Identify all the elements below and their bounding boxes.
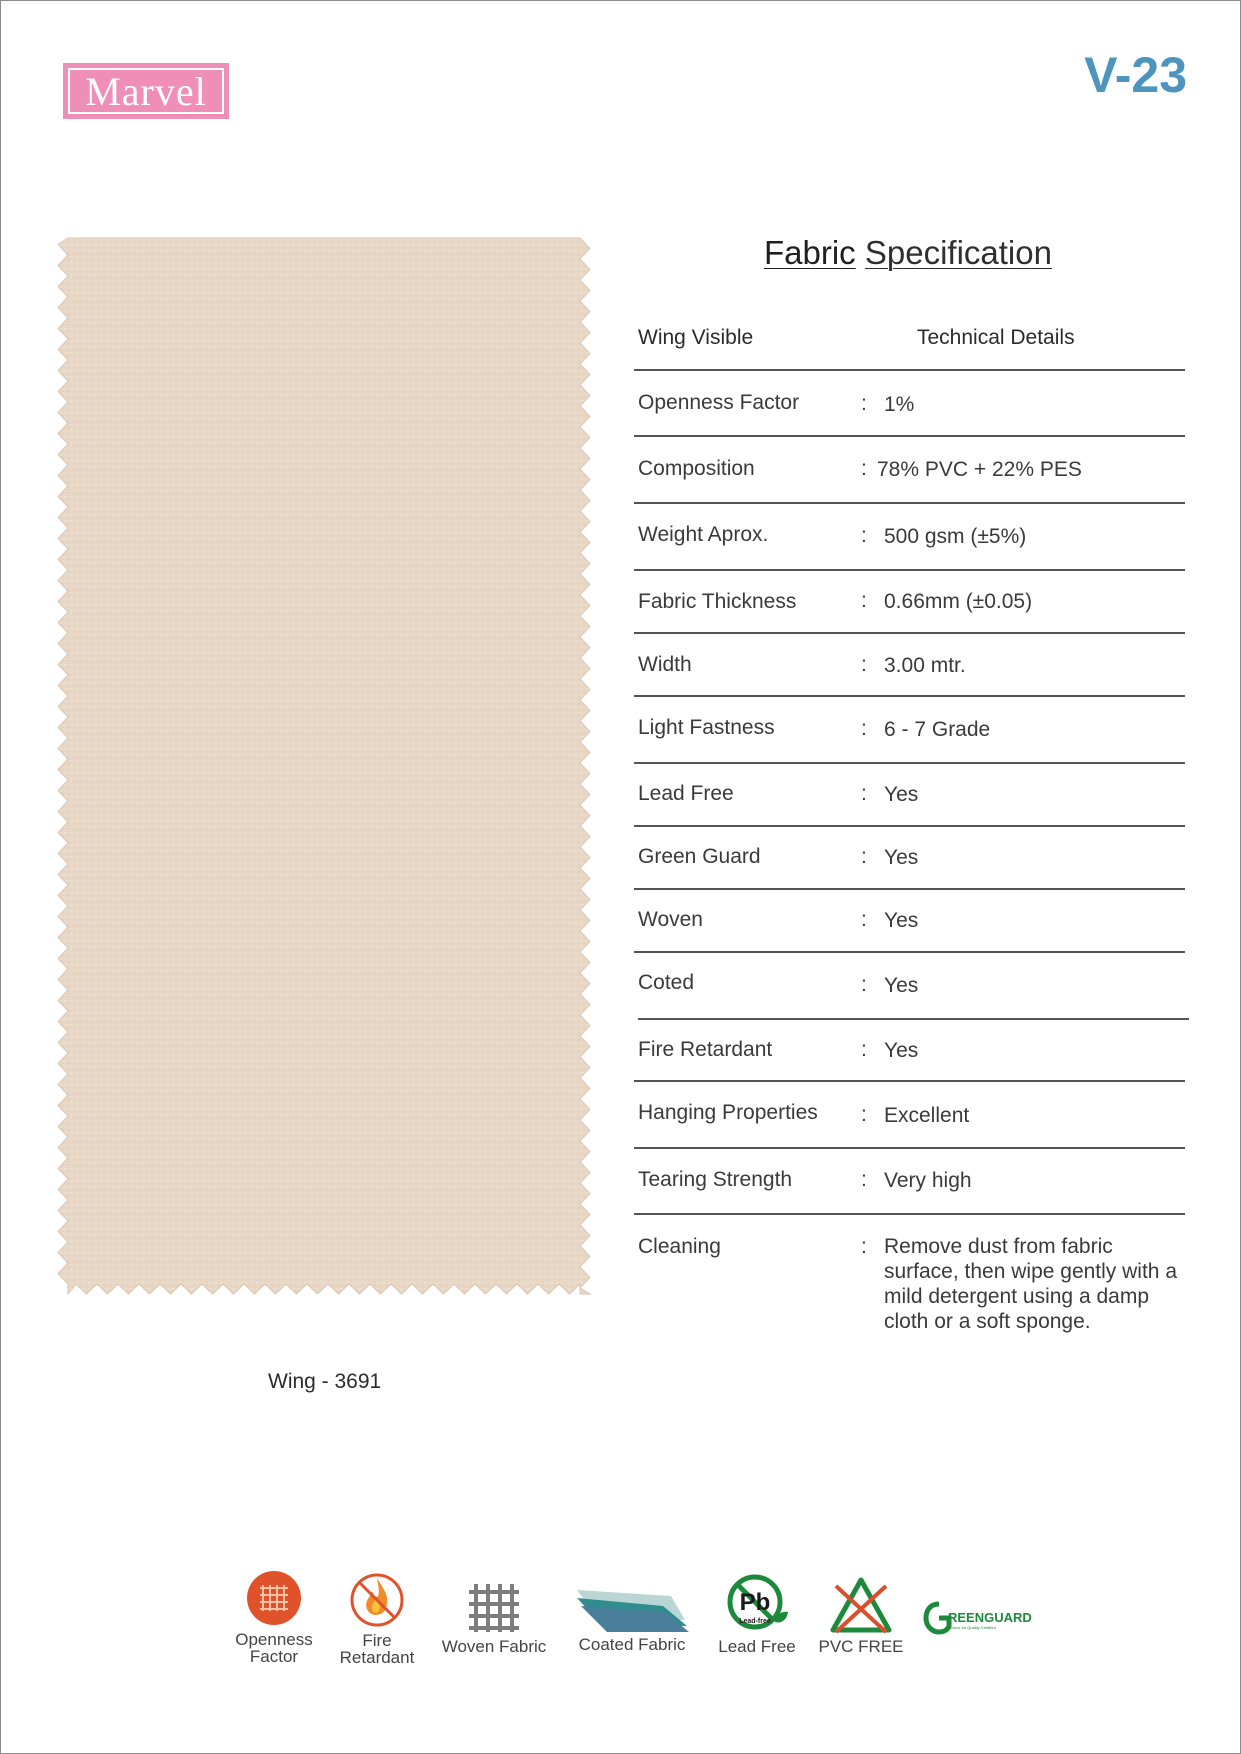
spec-value-tearing: Very high bbox=[884, 1169, 972, 1192]
spec-value-hanging: Excellent bbox=[884, 1104, 970, 1127]
spec-colon: : bbox=[861, 589, 867, 612]
spec-divider bbox=[634, 762, 1185, 764]
spec-divider bbox=[634, 1213, 1185, 1215]
spec-colon: : bbox=[861, 457, 867, 480]
spec-value-lead-free: Yes bbox=[884, 783, 919, 806]
spec-value-cleaning: Remove dust from fabric surface, then wipe gently with a mild detergent using a damp cloth or a soft sponge. bbox=[884, 1235, 1177, 1333]
spec-value-light-fastness: 6 - 7 Grade bbox=[884, 718, 991, 741]
greenguard-icon bbox=[925, 1598, 1032, 1638]
feature-woven-fabric bbox=[438, 1582, 550, 1655]
spec-divider bbox=[634, 435, 1185, 437]
spec-value-woven: Yes bbox=[884, 909, 919, 932]
feature-greenguard bbox=[922, 1598, 1032, 1638]
fabric-swatch bbox=[58, 238, 590, 1294]
feature-label: PVC FREE bbox=[818, 1637, 904, 1656]
greenguard-badge-subtext: Indoor Air Quality Certified bbox=[949, 1625, 996, 1630]
feature-label: Fire bbox=[362, 1631, 392, 1650]
fabric-swatch-image bbox=[58, 238, 590, 1294]
feature-label: Lead Free bbox=[718, 1637, 796, 1656]
lead-free-badge-text: Pb bbox=[739, 1589, 771, 1616]
feature-label: Openness bbox=[235, 1630, 313, 1649]
spec-divider bbox=[638, 1018, 1189, 1020]
feature-label: Woven Fabric bbox=[441, 1637, 547, 1656]
feature-pvc-free bbox=[812, 1576, 910, 1655]
lead-free-icon bbox=[725, 1574, 789, 1634]
spec-label-hanging: Hanging Properties bbox=[638, 1101, 818, 1124]
feature-fire-retardant bbox=[332, 1568, 422, 1666]
spec-header-right: Technical Details bbox=[917, 326, 1075, 349]
spec-colon: : bbox=[861, 1235, 867, 1258]
spec-title-rest: Specification bbox=[864, 234, 1052, 271]
spec-colon: : bbox=[861, 782, 867, 805]
spec-colon: : bbox=[861, 1168, 867, 1191]
feature-label: Coated Fabric bbox=[578, 1635, 686, 1654]
product-code: V-23 bbox=[1084, 47, 1187, 103]
spec-value-green-guard: Yes bbox=[884, 846, 919, 869]
spec-colon: : bbox=[861, 908, 867, 931]
spec-divider bbox=[634, 825, 1185, 827]
feature-label: Factor bbox=[249, 1647, 299, 1666]
spec-title-strong: Fabric bbox=[764, 234, 856, 271]
spec-value-composition: 78% PVC + 22% PES bbox=[877, 458, 1082, 481]
spec-divider bbox=[634, 1147, 1185, 1149]
fire-retardant-icon bbox=[348, 1568, 406, 1628]
spec-divider bbox=[634, 695, 1185, 697]
spec-colon: : bbox=[861, 845, 867, 868]
swatch-caption: Wing - 3691 bbox=[268, 1370, 382, 1393]
spec-label-tearing: Tearing Strength bbox=[638, 1168, 793, 1191]
spec-divider bbox=[634, 951, 1185, 953]
spec-title bbox=[764, 234, 1054, 272]
spec-value-width: 3.00 mtr. bbox=[884, 654, 966, 677]
feature-coated-fabric bbox=[570, 1586, 694, 1653]
spec-value-thickness: 0.66mm (±0.05) bbox=[884, 590, 1033, 613]
spec-divider bbox=[634, 502, 1185, 504]
feature-lead-free bbox=[712, 1574, 802, 1655]
spec-colon: : bbox=[861, 973, 867, 996]
spec-colon: : bbox=[861, 1038, 867, 1061]
spec-label-openness: Openness Factor bbox=[638, 391, 800, 414]
spec-label-thickness: Fabric Thickness bbox=[638, 590, 797, 613]
greenguard-badge-text: REENGUARD bbox=[948, 1610, 1032, 1625]
spec-label-coted: Coted bbox=[638, 971, 695, 994]
spec-label-width: Width bbox=[638, 653, 692, 676]
feature-openness bbox=[228, 1570, 320, 1665]
spec-colon: : bbox=[861, 717, 867, 740]
spec-divider bbox=[634, 632, 1185, 634]
spec-label-woven: Woven bbox=[638, 908, 703, 931]
spec-label-lead-free: Lead Free bbox=[638, 782, 734, 805]
coated-fabric-icon bbox=[573, 1586, 691, 1634]
spec-label-light-fastness: Light Fastness bbox=[638, 716, 775, 739]
spec-colon: : bbox=[861, 653, 867, 676]
spec-value-weight: 500 gsm (±5%) bbox=[884, 525, 1027, 548]
spec-colon: : bbox=[861, 524, 867, 547]
spec-value-fire-retardant: Yes bbox=[884, 1039, 919, 1062]
spec-label-fire-retardant: Fire Retardant bbox=[638, 1038, 773, 1061]
spec-label-cleaning: Cleaning bbox=[638, 1235, 721, 1258]
spec-header-left: Wing Visible bbox=[638, 326, 754, 349]
spec-value-coted: Yes bbox=[884, 974, 919, 997]
spec-divider bbox=[634, 569, 1185, 571]
spec-colon: : bbox=[861, 392, 867, 415]
spec-label-green-guard: Green Guard bbox=[638, 845, 761, 868]
brand-logo-text: Marvel bbox=[68, 68, 224, 114]
brand-logo bbox=[63, 63, 229, 119]
spec-colon: : bbox=[861, 1103, 867, 1126]
spec-divider bbox=[634, 888, 1185, 890]
openness-factor-icon bbox=[246, 1570, 302, 1626]
spec-divider bbox=[634, 369, 1185, 371]
spec-label-composition: Composition bbox=[638, 457, 755, 480]
spec-label-weight: Weight Aprox. bbox=[638, 523, 769, 546]
spec-value-openness: 1% bbox=[884, 393, 915, 416]
spec-divider bbox=[634, 1080, 1185, 1082]
pvc-free-icon bbox=[828, 1576, 894, 1636]
woven-fabric-icon bbox=[467, 1582, 521, 1634]
feature-label: Retardant bbox=[339, 1648, 415, 1667]
lead-free-badge-subtext: Lead-free bbox=[739, 1618, 771, 1625]
